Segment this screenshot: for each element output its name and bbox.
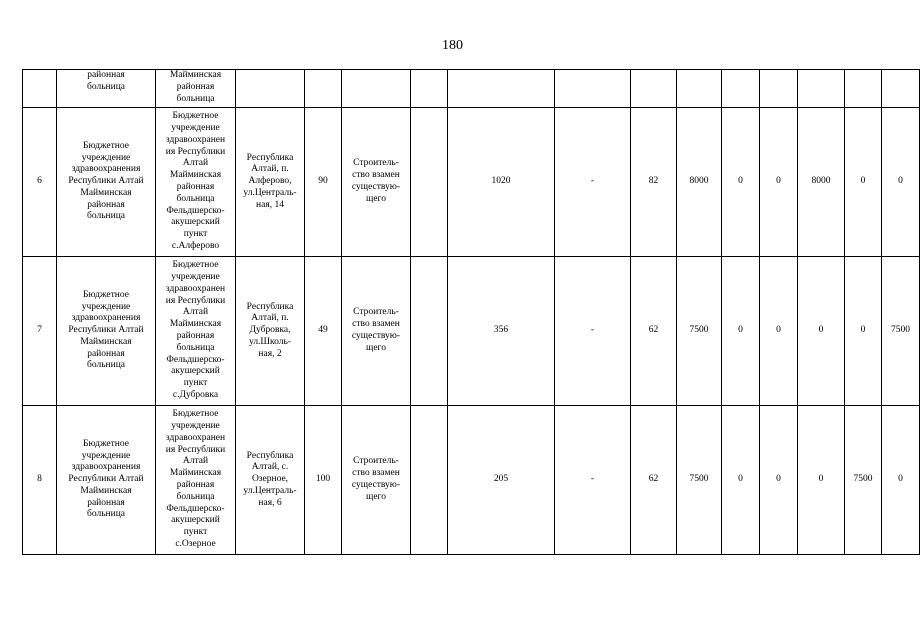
cell-c14: 8000: [798, 108, 845, 257]
cell-c10: 62: [631, 406, 677, 555]
cell-c9: -: [555, 406, 631, 555]
cell-work: Строитель- ство взамен существую- щего: [342, 108, 411, 257]
cell-c12: 0: [722, 406, 760, 555]
cell-c15: [845, 70, 882, 108]
cell-c7: [411, 257, 448, 406]
cell-address: Республика Алтай, с. Озерное, ул.Централь- ная, 6: [236, 406, 305, 555]
cell-c14: 0: [798, 406, 845, 555]
cell-c13: [760, 70, 798, 108]
cell-c8: [448, 70, 555, 108]
cell-org: Бюджетное учреждение здравоохранения Республики Алтай Майминская районная больница: [57, 108, 156, 257]
cell-org: Бюджетное учреждение здравоохранения Республики Алтай Майминская районная больница: [57, 406, 156, 555]
cell-capacity: 100: [305, 406, 342, 555]
cell-c10: 62: [631, 257, 677, 406]
table-row: [23, 257, 920, 406]
cell-c7: [411, 108, 448, 257]
cell-c13: 0: [760, 406, 798, 555]
cell-c16: 7500: [882, 257, 920, 406]
cell-c11: 7500: [677, 257, 722, 406]
cell-org: районная больница: [57, 70, 156, 108]
cell-c8: 1020: [448, 108, 555, 257]
cell-c12: 0: [722, 108, 760, 257]
cell-c12: [722, 70, 760, 108]
cell-num: [23, 70, 57, 108]
cell-capacity: [305, 70, 342, 108]
page-number: 180: [442, 38, 463, 53]
cell-c7: [411, 70, 448, 108]
cell-c13: 0: [760, 257, 798, 406]
cell-object: Майминская районная больница: [156, 70, 236, 108]
cell-c7: [411, 406, 448, 555]
cell-org: Бюджетное учреждение здравоохранения Республики Алтай Майминская районная больница: [57, 257, 156, 406]
cell-address: Республика Алтай, п. Дубровка, ул.Школь- ная, 2: [236, 257, 305, 406]
cell-c15: 0: [845, 257, 882, 406]
cell-capacity: 90: [305, 108, 342, 257]
investment-table: [22, 69, 920, 555]
cell-num: 7: [23, 257, 57, 406]
cell-object: Бюджетное учреждение здравоохранен ия Республики Алтай Майминская районная больница Фельдшерско- акушерский пункт с.Дубровка: [156, 257, 236, 406]
cell-c15: 0: [845, 108, 882, 257]
cell-c14: 0: [798, 257, 845, 406]
cell-c16: [882, 70, 920, 108]
table-row-continued: [23, 70, 920, 108]
cell-object: Бюджетное учреждение здравоохранен ия Республики Алтай Майминская районная больница Фельдшерско- акушерский пункт с.Алферово: [156, 108, 236, 257]
cell-c16: 0: [882, 406, 920, 555]
cell-address: Республика Алтай, п. Алферово, ул.Централь- ная, 14: [236, 108, 305, 257]
table-row: [23, 108, 920, 257]
cell-c13: 0: [760, 108, 798, 257]
cell-c16: 0: [882, 108, 920, 257]
cell-work: Строитель- ство взамен существую- щего: [342, 257, 411, 406]
cell-c11: 8000: [677, 108, 722, 257]
cell-num: 8: [23, 406, 57, 555]
cell-c11: 7500: [677, 406, 722, 555]
cell-c14: [798, 70, 845, 108]
cell-c8: 356: [448, 257, 555, 406]
cell-c10: [631, 70, 677, 108]
table-row: [23, 406, 920, 555]
cell-c9: -: [555, 108, 631, 257]
cell-address: [236, 70, 305, 108]
cell-work: Строитель- ство взамен существую- щего: [342, 406, 411, 555]
cell-work: [342, 70, 411, 108]
cell-c9: [555, 70, 631, 108]
cell-object: Бюджетное учреждение здравоохранен ия Республики Алтай Майминская районная больница Фельдшерско- акушерский пункт с.Озерное: [156, 406, 236, 555]
cell-num: 6: [23, 108, 57, 257]
cell-capacity: 49: [305, 257, 342, 406]
cell-c8: 205: [448, 406, 555, 555]
cell-c10: 82: [631, 108, 677, 257]
cell-c11: [677, 70, 722, 108]
cell-c15: 7500: [845, 406, 882, 555]
cell-c12: 0: [722, 257, 760, 406]
cell-c9: -: [555, 257, 631, 406]
